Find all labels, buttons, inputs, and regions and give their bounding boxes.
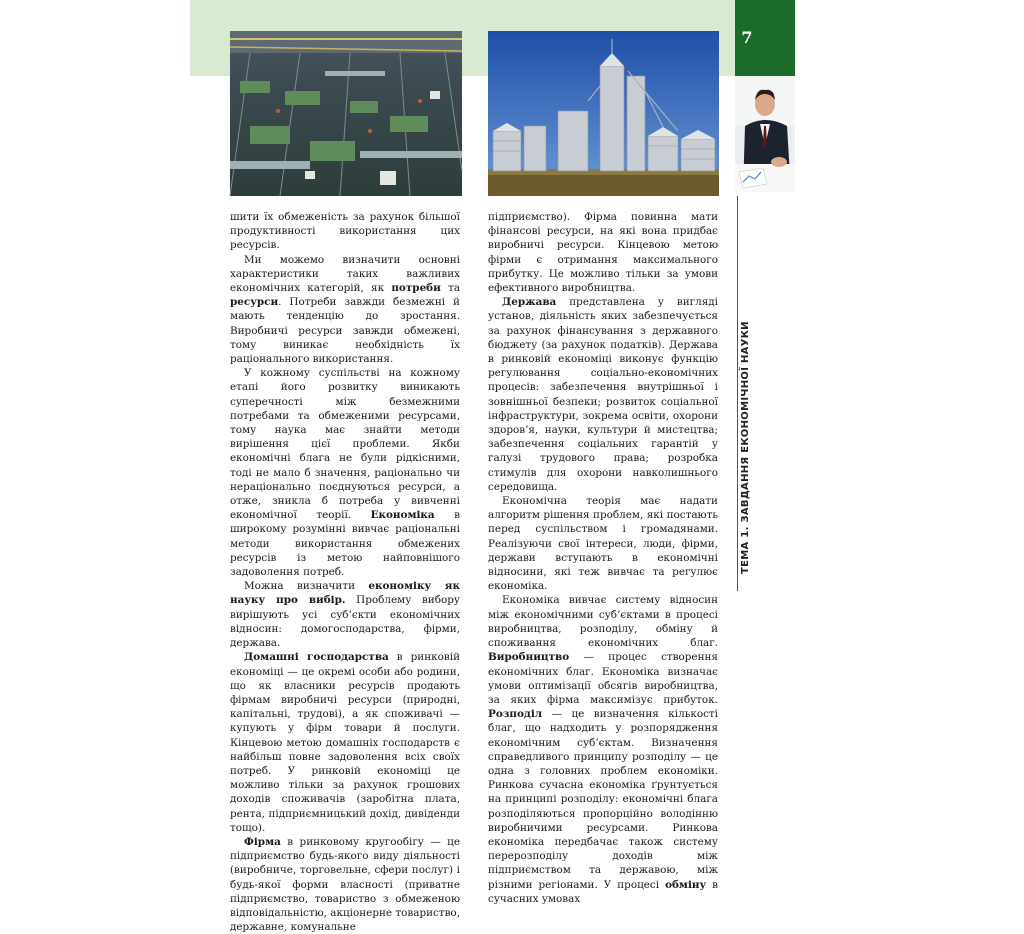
text-run: У кожному суспільстві на кожному етапі його розвитку виникають суперечності між безмежними потребами та обмеженими ресурсами, тому наука має знайти методи вирішення цієї проблеми. Якби економічні блага не були рідкісними, тоді не мало б значення, раціонально чи нераціонально поєднуються ресурси, а отже, зникла б потреба у вивченні економічної теорії. bbox=[230, 367, 460, 522]
paragraph bbox=[230, 650, 460, 835]
text-column-left bbox=[230, 210, 461, 934]
text-run: та bbox=[440, 282, 461, 295]
text-run: в широкому розумінні вивчає раціональні методи використання обмежених ресурсів із метою найповнішого задоволення потреб. bbox=[230, 509, 460, 579]
paragraph bbox=[230, 210, 460, 253]
text-run: Проблему вибору вирішують усі суб’єкти економічних відносин: домогосподарства, фірми, держава. bbox=[230, 594, 461, 650]
bold-term: обміну bbox=[665, 878, 707, 891]
text-run: шити їх обмеженість за рахунок більшої продуктивності використання цих ресурсів. bbox=[230, 211, 460, 252]
text-run: в сучасних умовах bbox=[488, 878, 719, 905]
text-run: Можна визначити bbox=[244, 580, 369, 593]
paragraph bbox=[230, 835, 460, 934]
bold-term: Держава bbox=[502, 296, 557, 309]
paragraph bbox=[230, 579, 460, 650]
text-run: Економіка вивчає систему відносин між економічними суб’єктами в процесі виробництва, розподілу, обміну й споживання економічних благ. bbox=[488, 594, 718, 650]
text-run: підприємство). Фірма повинна мати фінансові ресурси, на які вона придбає виробничі ресурси. Кінцевою метою фірми є отримання максимального прибутку. Це можливо тільки за умови ефективного виробництва. bbox=[488, 211, 718, 295]
bold-term: ресурси bbox=[230, 296, 279, 309]
businessman-photo bbox=[735, 76, 795, 192]
bold-term: Фірма bbox=[244, 835, 281, 848]
bold-term: потреби bbox=[391, 282, 441, 295]
bold-term: Економіка bbox=[370, 509, 435, 522]
paragraph bbox=[488, 210, 718, 295]
paragraph bbox=[488, 295, 718, 494]
side-rule bbox=[737, 196, 738, 591]
text-column-right bbox=[488, 210, 719, 905]
paragraph bbox=[230, 253, 460, 367]
text-run: представлена у вигляді установ, діяльність яких забезпечується за рахунок фінансування з державного бюджету (за рахунок податків). Держава в ринковій економіці виконує функцію регулювання соціально-економічних процесів: забезпечення внутрішньої і зовнішньої безпеки; розвиток соціальної інфраструктури, зокрема освіти, охорони здоров’я, науки, культури й мистецтва; забезпечення соціальних гарантій у галузі трудового права; розробка стимулів для охорони навколишнього середовища. bbox=[488, 296, 718, 493]
text-run: — процес створення економічних благ. Економіка визначає умови оптимізації обсягів виробництва, за яких фірма максимізує прибуток. bbox=[488, 651, 718, 706]
industrial-silo-photo bbox=[488, 31, 719, 196]
paragraph bbox=[230, 366, 460, 579]
text-run: — це визначення кількості благ, що надходить у розпорядження економічним суб’єктам. Визначення справедливого принципу розподілу — це одна з головних проблем економіки. Ринкова сучасна економіка ґрунтується на принципі розподілу: економічні блага розподіляються пропорційно володінню виробничими ресурсами. Ринкова економіка передбачає також систему перерозподілу доходів між підприємством та державою, між різними регіонами. У процесі bbox=[488, 708, 718, 891]
page-number: 7 bbox=[741, 28, 753, 47]
text-run: Економічна теорія має надати алгоритм рішення проблем, які постають перед суспільством і громадянами. Реалізуючи свої інтереси, люди, фірми, держави вступають в економічні відносини, які теж вивчає та регулює економіка. bbox=[488, 495, 718, 593]
bold-term: Домашні господарства bbox=[244, 651, 389, 664]
bold-term: економіку як науку про вибір. bbox=[230, 580, 460, 607]
text-run: Ми можемо визначити основні характеристики таких важливих економічних категорій, як bbox=[230, 253, 460, 295]
paragraph bbox=[488, 593, 718, 905]
factory-interior-photo bbox=[230, 31, 462, 196]
text-run: в ринковому кругообігу — це підприємство будь-якого виду діяльності (виробниче, торговельне, сфери послуг) і будь-якої форми власності (приватне підприємство, товариство з обмеженою відповідальністю, акціонерне товариство, державне, комунальне bbox=[230, 835, 460, 934]
text-run: . Потреби завжди безмежні й мають тенденцію до зростання. Виробничі ресурси завжди обмежені, тому виникає необхідність їх раціонального використання. bbox=[230, 296, 460, 366]
chapter-title-vertical: ТЕМА 1. ЗАВДАННЯ ЕКОНОМІЧНОЇ НАУКИ bbox=[740, 321, 751, 574]
text-run: в ринковій економіці — це окремі особи або родини, що як власники ресурсів продають фірмам виробничі ресурси (природні, капітальні, трудові), а як споживачі — купують у фірм товари й послуги. Кінцевою метою домашніх господарств є найбільш повне задоволення всіх своїх потреб. У ринковій економіці це можливо тільки за рахунок грошових доходів споживачів (заробітна плата, рента, підприємницький дохід, дивіденди тощо). bbox=[230, 651, 460, 834]
bold-term: Розподіл bbox=[488, 708, 543, 721]
bold-term: Виробництво bbox=[488, 651, 570, 664]
paragraph bbox=[488, 494, 718, 593]
